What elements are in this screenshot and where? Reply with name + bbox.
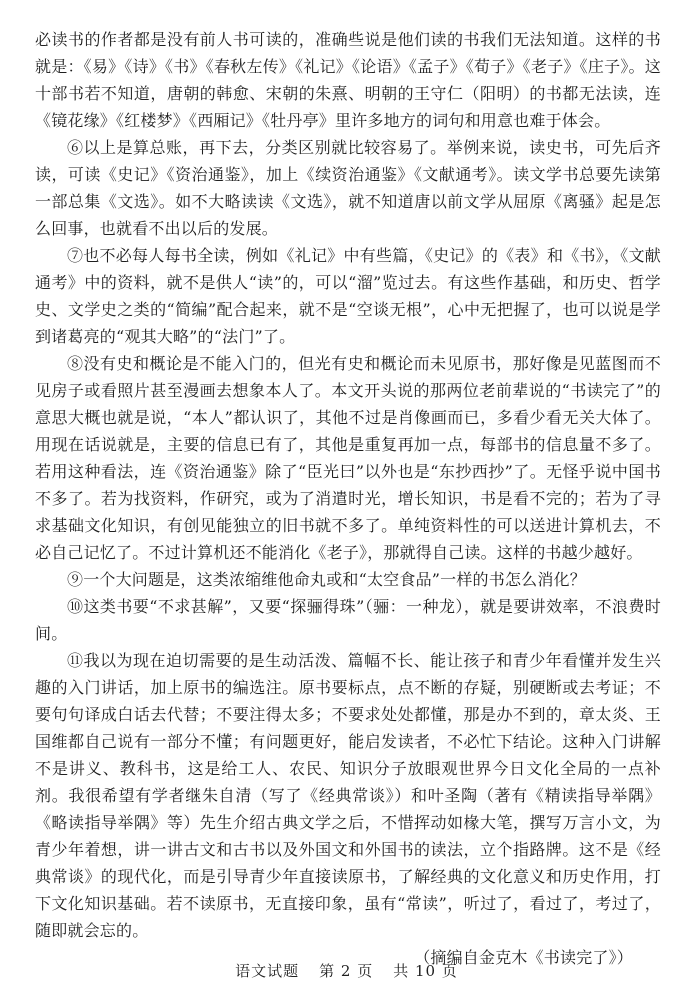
- paragraph-8: ⑧没有史和概论是不能入门的，但光有史和概论而未见原书，那好像是见蓝图而不见房子或看照片甚至漫画去想象本人了。本文开头说的那两位老前辈说的“书读完了”的意思大概也就是说，“本人”都认识了，其他不过是肖像画而已，多看少看无关大体了。用现在话说就是，主要的信息已有了，其他是重复再加一点，每部书的信息量不多了。若用这种看法，连《资治通鉴》除了“臣光曰”以外也是“东抄西抄”了。无怪乎说中国书不多了。若为找资料，作研究，或为了消遣时光，增长知识，书是看不完的；若为了寻求基础文化知识，有创见能独立的旧书就不多了。单纯资料性的可以送进计算机去，不必自己记忆了。不过计算机还不能消化《老子》，那就得自己读。这样的书越少越好。: [35, 354, 661, 562]
- footer-page-number: 第 2 页: [319, 962, 374, 980]
- article-body: [35, 26, 661, 971]
- paragraph-continuation: 必读书的作者都是没有前人书可读的，准确些说是他们读的书我们无法知道。这样的书就是：《易》《诗》《书》《春秋左传》《礼记》《论语》《孟子》《荀子》《老子》《庄子》。这十部书若不知道，唐朝的韩愈、宋朝的朱熹、明朝的王守仁（阳明）的书都无法读，连《镜花缘》《红楼梦》《西厢记》《牡丹亭》里许多地方的词句和用意也难于体会。: [35, 30, 661, 130]
- footer-total-pages: 共 10 页: [393, 962, 458, 980]
- footer-doc-title: 语文试题: [235, 962, 300, 980]
- paragraph-7: ⑦也不必每人每书全读，例如《礼记》中有些篇，《史记》的《表》和《书》，《文献通考》中的资料，就不是供人“读”的，可以“溜”览过去。有这些作基础，和历史、哲学史、文学史之类的“简编”配合起来，就不是“空谈无根”，心中无把握了，也可以说是学到诸葛亮的“观其大略”的“法门”了。: [35, 246, 661, 346]
- source-attribution: （摘编自金克木《书读完了》）: [414, 948, 633, 967]
- page-footer: [0, 960, 693, 981]
- paragraph-11: ⑪我以为现在迫切需要的是生动活泼、篇幅不长、能让孩子和青少年看懂并发生兴趣的入门讲话，加上原书的编选注。原书要标点，点不断的存疑，别硬断或去考证；不要句句译成白话去代替；不要注得太多；不要求处处都懂，那是办不到的，章太炎、王国维都自己说有一部分不懂；有问题更好，能启发读者，不必忙下结论。这种入门讲解不是讲义、教科书，这是给工人、农民、知识分子放眼观世界今日文化全局的一点补剂。我很希望有学者继朱自清（写了《经典常谈》）和叶圣陶（著有《精读指导举隅》《略读指导举隅》等）先生介绍古典文学之后，不惜挥动如椽大笔，撰写万言小文，为青少年着想，讲一讲古文和古书以及外国文和外国书的读法，立个指路牌。这不是《经典常谈》的现代化，而是引导青少年直接读原书，了解经典的文化意义和历史作用，打下文化知识基础。若不读原书，无直接印象，虽有“常读”，听过了，看过了，考过了，随即就会忘的。: [35, 651, 661, 940]
- paragraph-9: ⑨一个大问题是，这类浓缩维他命丸或和“太空食品”一样的书怎么消化？: [67, 570, 586, 589]
- paragraph-10: ⑩这类书要“不求甚解”，又要“探骊得珠”（骊：一种龙），就是要讲效率，不浪费时间。: [35, 597, 661, 643]
- paragraph-6: ⑥以上是算总账，再下去，分类区别就比较容易了。举例来说，读史书，可先后齐读，可读《史记》《资治通鉴》，加上《续资治通鉴》《文献通考》。读文学书总要先读第一部总集《文选》。如不大略读读《文选》，就不知道唐以前文学从屈原《离骚》起是怎么回事，也就看不出以后的发展。: [35, 138, 661, 238]
